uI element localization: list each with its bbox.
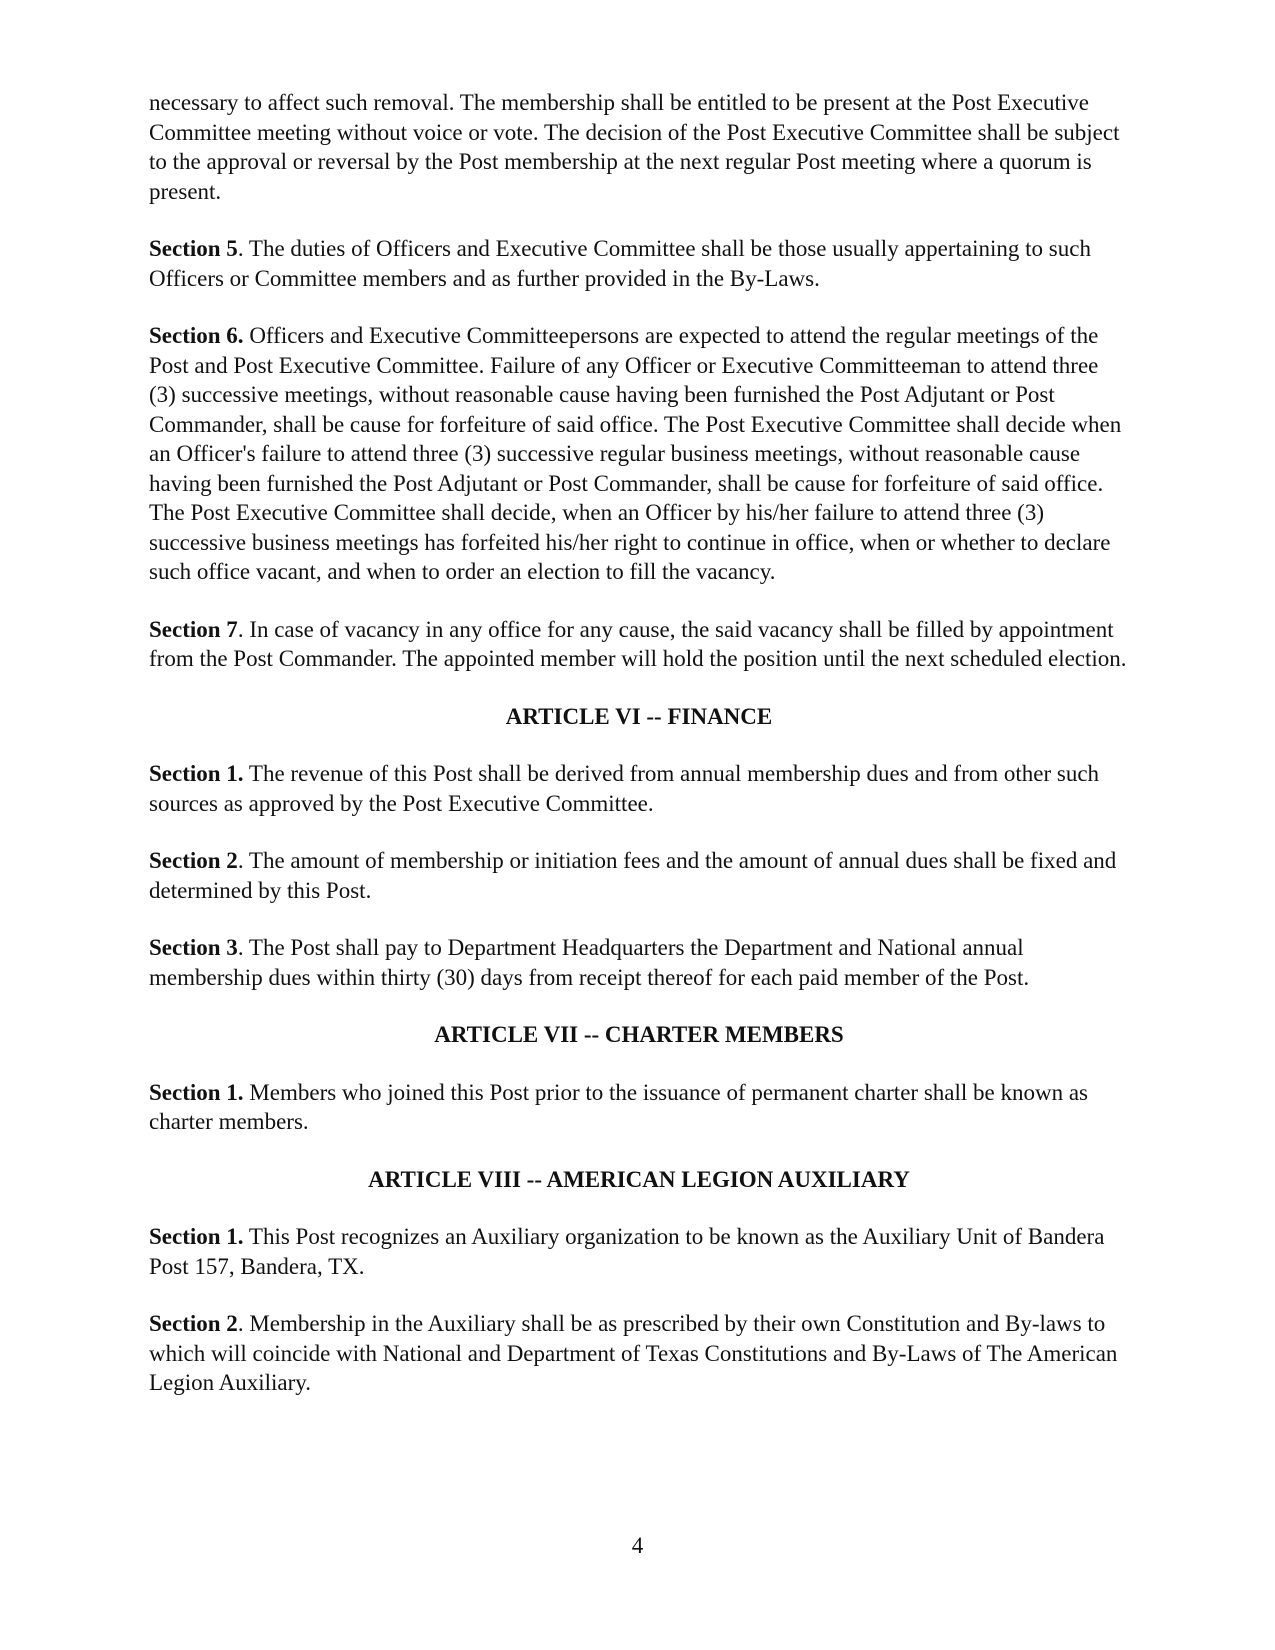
section-text: This Post recognizes an Auxiliary organization to be known as the Auxiliary Unit of Bandera Post 157, Bandera, TX.: [149, 1224, 1105, 1279]
page-number: 4: [631, 1533, 644, 1558]
section-text: . The duties of Officers and Executive Committee shall be those usually appertaining to such Officers or Committee members and as further provided in the By-Laws.: [149, 236, 1091, 291]
section-text: . The Post shall pay to Department Headquarters the Department and National annual membership dues within thirty (30) days from receipt thereof for each paid member of the Post.: [149, 935, 1030, 990]
section-text: Officers and Executive Committeepersons are expected to attend the regular meetings of the Post and Post Executive Committee. Failure of any Officer or Executive Committeeman to attend three (3) successive meetings, without reasonable cause having been furnished the Post Adjutant or Post Commander, shall be cause for forfeiture of said office. The Post Executive Committee shall decide when an Officer's failure to attend three (3) successive regular business meetings, without reasonable cause having been furnished the Post Adjutant or Post Commander, shall be cause for forfeiture of said office. The Post Executive Committee shall decide, when an Officer by his/her failure to attend three (3) successive business meetings has forfeited his/her right to continue in office, when or whether to declare such office vacant, and when to order an election to fill the vacancy.: [149, 323, 1122, 584]
article7-heading: ARTICLE VII -- CHARTER MEMBERS: [434, 1022, 844, 1047]
article8-heading: ARTICLE VIII -- AMERICAN LEGION AUXILIARY: [368, 1166, 910, 1192]
article6-section1: [149, 759, 1129, 818]
section-label: Section 7: [149, 616, 238, 642]
section-text: The revenue of this Post shall be derived from annual membership dues and from other such sources as approved by the Post Executive Committee.: [149, 761, 1100, 816]
article6-section3: [149, 933, 1129, 992]
article8-section2: [149, 1309, 1129, 1398]
section-text: Members who joined this Post prior to the issuance of permanent charter shall be known as charter members.: [149, 1079, 1088, 1134]
section-label: Section 1.: [149, 1224, 244, 1249]
section-label: Section 2: [149, 848, 238, 873]
continuation-paragraph: necessary to affect such removal. The membership shall be entitled to be present at the Post Executive Committee meeting without voice or vote. The decision of the Post Executive Committee shall be subject to the approval or reversal by the Post membership at the next regular Post meeting where a quorum is present.: [149, 90, 1120, 204]
section-label: Section 1.: [149, 761, 244, 786]
section-text: . The amount of membership or initiation fees and the amount of annual dues shall be fixed and determined by this Post.: [149, 848, 1117, 903]
article6-section2: [149, 846, 1129, 905]
section-label: Section 5: [149, 236, 238, 261]
article7-section1: [149, 1078, 1129, 1137]
section-label: Section 2: [149, 1311, 238, 1336]
article6-heading: ARTICLE VI -- FINANCE: [505, 703, 773, 729]
document-body: [149, 88, 1129, 1426]
article5-section5: [149, 234, 1129, 293]
section-text: . Membership in the Auxiliary shall be as prescribed by their own Constitution and By-laws to which will coincide with National and Department of Texas Constitutions and By-Laws of The American Legion Auxiliary.: [149, 1311, 1118, 1395]
article8-section1: [149, 1222, 1129, 1281]
section-text: . In case of vacancy in any office for any cause, the said vacancy shall be filled by appointment from the Post Commander. The appointed member will hold the position until the next scheduled election.: [149, 616, 1127, 671]
section-label: Section 3: [149, 935, 238, 960]
article5-section6: [149, 321, 1129, 587]
article5-section7: [149, 615, 1129, 674]
section-label: Section 6.: [149, 323, 244, 348]
section-label: Section 1.: [149, 1079, 244, 1105]
